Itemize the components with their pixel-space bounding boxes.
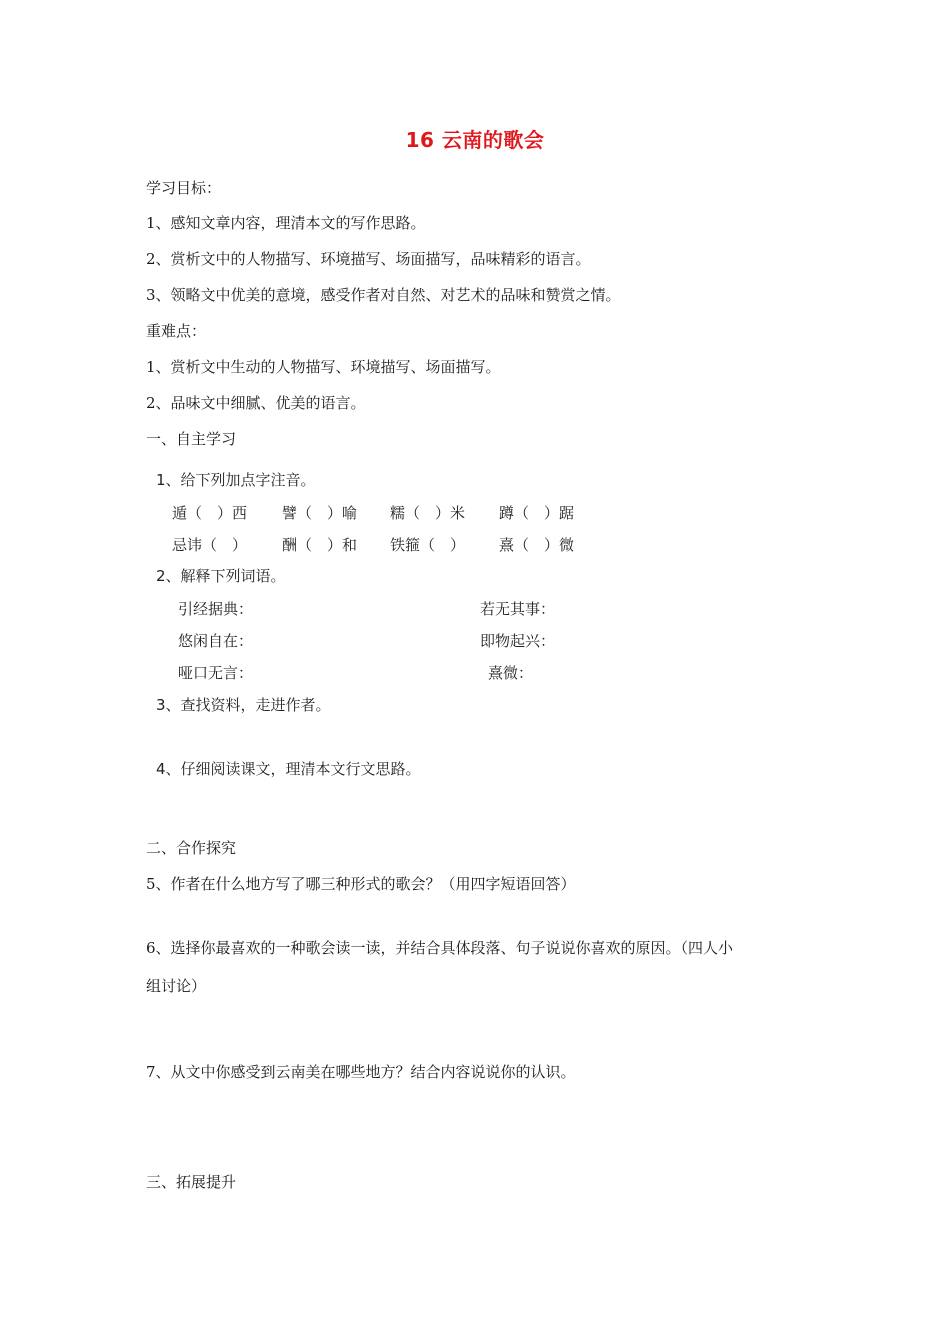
word-item: 若无其事： <box>480 600 556 618</box>
word-item: 悠闲自在： <box>178 632 254 650</box>
section3-heading: 三、拓展提升 <box>146 1173 237 1191</box>
question-3: 3、查找资料，走进作者。 <box>156 696 331 714</box>
difficulties-heading: 重难点： <box>146 322 207 340</box>
section2-heading: 二、合作探究 <box>146 839 237 857</box>
word-item: 即物起兴： <box>480 632 556 650</box>
question-1: 1、给下列加点字注音。 <box>156 471 316 489</box>
question-5: 5、作者在什么地方写了哪三种形式的歌会？（用四字短语回答） <box>146 875 576 893</box>
difficulty-item: 1、赏析文中生动的人物描写、环境描写、场面描写。 <box>146 358 501 376</box>
difficulty-item: 2、品味文中细腻、优美的语言。 <box>146 394 366 412</box>
objective-item: 1、感知文章内容，理清本文的写作思路。 <box>146 214 426 232</box>
question-6-continued: 组讨论） <box>146 977 207 995</box>
pinyin-item: 熹（ ）微 <box>499 536 575 554</box>
word-item: 引经据典： <box>178 600 254 618</box>
pinyin-item: 铁箍（ ） <box>390 536 466 554</box>
question-4: 4、仔细阅读课文，理清本文行文思路。 <box>156 760 421 778</box>
question-6: 6、选择你最喜欢的一种歌会读一读，并结合具体段落、句子说说你喜欢的原因。（四人小 <box>146 939 734 957</box>
page-title: 16 云南的歌会 <box>405 128 545 152</box>
objectives-heading: 学习目标： <box>146 179 222 197</box>
question-2: 2、解释下列词语。 <box>156 567 286 585</box>
objective-item: 3、领略文中优美的意境，感受作者对自然、对艺术的品味和赞赏之情。 <box>146 286 621 304</box>
pinyin-item: 糯（ ）米 <box>390 504 466 522</box>
pinyin-item: 忌讳（ ） <box>172 536 248 554</box>
pinyin-item: 酬（ ）和 <box>282 536 358 554</box>
objective-item: 2、赏析文中的人物描写、环境描写、场面描写，品味精彩的语言。 <box>146 250 591 268</box>
section1-heading: 一、自主学习 <box>146 430 237 448</box>
word-item: 熹微： <box>488 664 534 682</box>
word-item: 哑口无言： <box>178 664 254 682</box>
question-7: 7、从文中你感受到云南美在哪些地方？结合内容说说你的认识。 <box>146 1063 576 1081</box>
pinyin-item: 遁（ ）西 <box>172 504 248 522</box>
pinyin-item: 譬（ ）喻 <box>282 504 358 522</box>
pinyin-item: 蹲（ ）踞 <box>499 504 575 522</box>
